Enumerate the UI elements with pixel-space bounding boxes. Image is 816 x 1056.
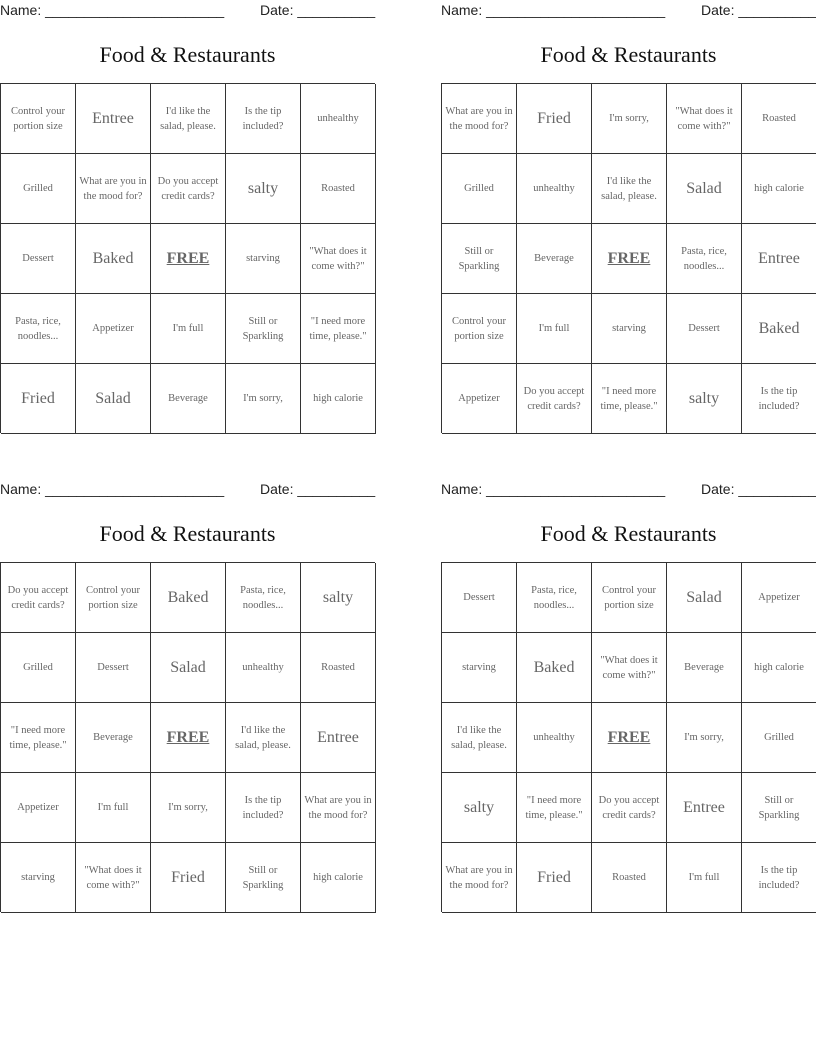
bingo-card-1 [0, 0, 375, 430]
bingo-cell: "I need more time, please." [301, 294, 376, 364]
bingo-cell: I'd like the salad, please. [592, 154, 667, 224]
bingo-cell: "I need more time, please." [592, 364, 667, 434]
date-field: Date: __________ [701, 481, 816, 497]
bingo-cell: I'm full [76, 773, 151, 843]
bingo-cell: unhealthy [226, 633, 301, 703]
bingo-cell: I'm sorry, [667, 703, 742, 773]
name-field: Name: _______________________ [0, 2, 225, 18]
bingo-cell-free: FREE [592, 703, 667, 773]
bingo-cell: Control your portion size [442, 294, 517, 364]
bingo-cell: high calorie [742, 633, 816, 703]
name-field: Name: _______________________ [0, 481, 225, 497]
bingo-cell: high calorie [301, 364, 376, 434]
bingo-card-2 [441, 0, 816, 430]
bingo-cell: salty [226, 154, 301, 224]
bingo-cell: Baked [742, 294, 816, 364]
bingo-grid [441, 83, 816, 433]
bingo-cell: Pasta, rice, noodles... [226, 563, 301, 633]
bingo-cell: I'm full [151, 294, 226, 364]
bingo-cell: Salad [151, 633, 226, 703]
bingo-cell: Fried [517, 84, 592, 154]
bingo-cell: Control your portion size [592, 563, 667, 633]
bingo-cell: I'd like the salad, please. [442, 703, 517, 773]
bingo-cell: Grilled [442, 154, 517, 224]
bingo-cell: Beverage [667, 633, 742, 703]
bingo-cell: high calorie [301, 843, 376, 913]
bingo-cell: Control your portion size [76, 563, 151, 633]
bingo-cell: Baked [151, 563, 226, 633]
bingo-cell: Grilled [1, 633, 76, 703]
card-title: Food & Restaurants [99, 521, 276, 546]
bingo-cell: Dessert [76, 633, 151, 703]
bingo-cell: starving [592, 294, 667, 364]
bingo-cell: starving [1, 843, 76, 913]
bingo-cell: Dessert [1, 224, 76, 294]
bingo-cell: salty [301, 563, 376, 633]
date-field: Date: __________ [701, 2, 816, 18]
bingo-cell: Still or Sparkling [226, 843, 301, 913]
bingo-cell: Entree [742, 224, 816, 294]
name-field: Name: _______________________ [441, 481, 666, 497]
bingo-cell: What are you in the mood for? [442, 843, 517, 913]
bingo-cell: Salad [667, 563, 742, 633]
bingo-cell: "I need more time, please." [1, 703, 76, 773]
bingo-cell: I'm sorry, [226, 364, 301, 434]
bingo-cell: Control your portion size [1, 84, 76, 154]
bingo-cell: Is the tip included? [226, 773, 301, 843]
bingo-cell: Beverage [151, 364, 226, 434]
bingo-cell: "What does it come with?" [592, 633, 667, 703]
bingo-cell: Pasta, rice, noodles... [1, 294, 76, 364]
bingo-cell: unhealthy [517, 703, 592, 773]
bingo-cell: unhealthy [301, 84, 376, 154]
card-title: Food & Restaurants [540, 521, 717, 546]
bingo-cell: salty [667, 364, 742, 434]
bingo-cell: Entree [76, 84, 151, 154]
bingo-cell: I'd like the salad, please. [151, 84, 226, 154]
bingo-card-4 [441, 479, 816, 909]
bingo-cell: unhealthy [517, 154, 592, 224]
bingo-cell: "What does it come with?" [76, 843, 151, 913]
bingo-cell: Beverage [517, 224, 592, 294]
bingo-grid [0, 562, 375, 912]
bingo-cell: Is the tip included? [742, 364, 816, 434]
bingo-card-3 [0, 479, 375, 909]
bingo-cell: What are you in the mood for? [76, 154, 151, 224]
bingo-cell: Still or Sparkling [442, 224, 517, 294]
bingo-cell: high calorie [742, 154, 816, 224]
bingo-cell: Roasted [592, 843, 667, 913]
bingo-cell: Baked [76, 224, 151, 294]
bingo-cell: Do you accept credit cards? [517, 364, 592, 434]
bingo-cell: Fried [517, 843, 592, 913]
bingo-cell: Entree [301, 703, 376, 773]
bingo-cell: Roasted [301, 633, 376, 703]
bingo-cell: Do you accept credit cards? [1, 563, 76, 633]
bingo-cell: Dessert [667, 294, 742, 364]
bingo-cell: "I need more time, please." [517, 773, 592, 843]
bingo-cell: I'm sorry, [151, 773, 226, 843]
card-title: Food & Restaurants [540, 42, 717, 67]
bingo-grid [441, 562, 816, 912]
card-title: Food & Restaurants [99, 42, 276, 67]
bingo-cell: starving [226, 224, 301, 294]
bingo-cell: Fried [1, 364, 76, 434]
bingo-cell: Beverage [76, 703, 151, 773]
date-field: Date: __________ [260, 2, 376, 18]
bingo-cell: What are you in the mood for? [442, 84, 517, 154]
bingo-cell: Pasta, rice, noodles... [517, 563, 592, 633]
bingo-cell: Baked [517, 633, 592, 703]
bingo-cell: I'm full [667, 843, 742, 913]
bingo-cell: Still or Sparkling [742, 773, 816, 843]
bingo-cell-free: FREE [151, 703, 226, 773]
bingo-cell: Salad [76, 364, 151, 434]
bingo-cell: Roasted [742, 84, 816, 154]
bingo-cell: Do you accept credit cards? [151, 154, 226, 224]
bingo-cell: starving [442, 633, 517, 703]
bingo-cell: Appetizer [742, 563, 816, 633]
bingo-cell: "What does it come with?" [667, 84, 742, 154]
bingo-cell: "What does it come with?" [301, 224, 376, 294]
bingo-cell: I'm sorry, [592, 84, 667, 154]
bingo-cell: Is the tip included? [742, 843, 816, 913]
bingo-cell: Roasted [301, 154, 376, 224]
bingo-cell-free: FREE [592, 224, 667, 294]
bingo-cell: What are you in the mood for? [301, 773, 376, 843]
bingo-cell: Dessert [442, 563, 517, 633]
bingo-cell: Pasta, rice, noodles... [667, 224, 742, 294]
bingo-cell: Is the tip included? [226, 84, 301, 154]
bingo-cell: Appetizer [76, 294, 151, 364]
bingo-cell: salty [442, 773, 517, 843]
bingo-cell: Salad [667, 154, 742, 224]
bingo-cell: Appetizer [1, 773, 76, 843]
bingo-cell-free: FREE [151, 224, 226, 294]
name-field: Name: _______________________ [441, 2, 666, 18]
bingo-cell: Do you accept credit cards? [592, 773, 667, 843]
bingo-cell: Still or Sparkling [226, 294, 301, 364]
date-field: Date: __________ [260, 481, 376, 497]
bingo-cell: Entree [667, 773, 742, 843]
bingo-cell: Grilled [742, 703, 816, 773]
bingo-cell: Fried [151, 843, 226, 913]
bingo-grid [0, 83, 375, 433]
bingo-cell: Grilled [1, 154, 76, 224]
bingo-cell: I'm full [517, 294, 592, 364]
bingo-cell: I'd like the salad, please. [226, 703, 301, 773]
bingo-cell: Appetizer [442, 364, 517, 434]
